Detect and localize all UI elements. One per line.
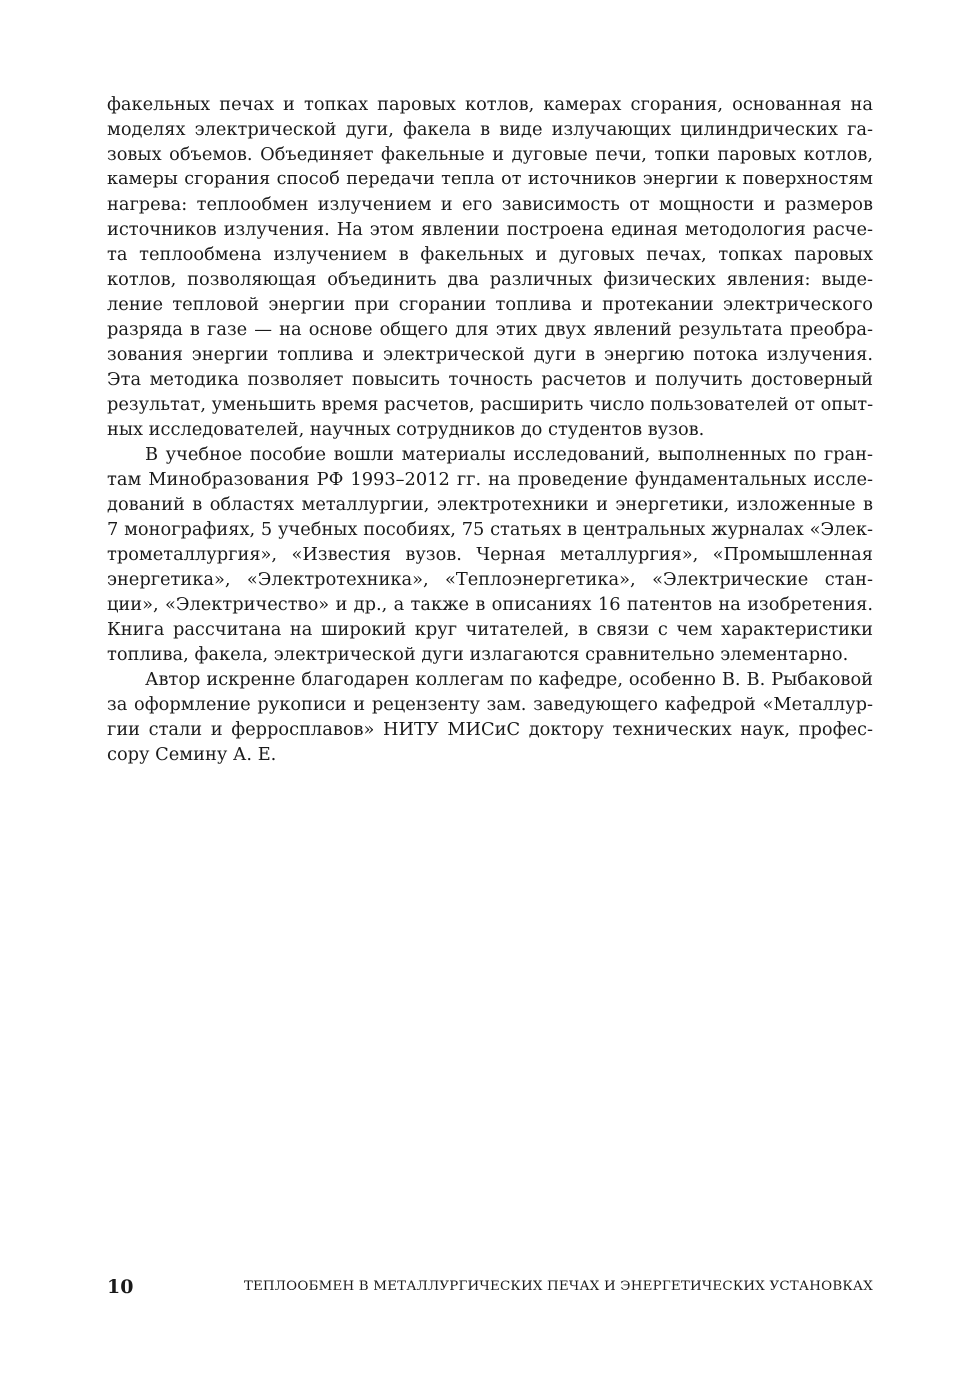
text-line: нагрева: теплообмен излучением и его зависимость от мощности и размеров — [107, 194, 873, 215]
text-line: там Минобразования РФ 1993–2012 гг. на проведение фундаментальных иссле- — [107, 469, 873, 490]
text-line: ции», «Электричество» и др., а также в описаниях 16 патентов на изобретения. — [107, 594, 873, 615]
text-line: Книга рассчитана на широкий круг читателей, в связи с чем характеристики — [107, 619, 873, 640]
text-line: трометаллургия», «Известия вузов. Черная металлургия», «Промышленная — [107, 544, 873, 565]
text-line: камеры сгорания способ передачи тепла от источников энергии к поверхностям — [107, 169, 873, 189]
text-line: сору Семину А. Е. — [107, 744, 277, 765]
text-line: ление тепловой энергии при сгорании топлива и протекании электрического — [107, 294, 873, 315]
text-line: Автор искренне благодарен коллегам по кафедре, особенно В. В. Рыбаковой — [145, 669, 873, 690]
running-title: ТЕПЛООБМЕН В МЕТАЛЛУРГИЧЕСКИХ ПЕЧАХ И ЭНЕРГЕТИЧЕСКИХ УСТАНОВКАХ — [243, 1279, 873, 1294]
text-line: Эта методика позволяет повысить точность расчетов и получить достоверный — [107, 369, 873, 390]
text-line: В учебное пособие вошли материалы исследований, выполненных по гран- — [145, 444, 873, 465]
text-line: зования энергии топлива и электрической дуги в энергию потока излучения. — [107, 344, 873, 365]
text-line: дований в областях металлургии, электротехники и энергетики, изложенные в — [107, 494, 873, 515]
body-text — [107, 92, 873, 767]
paragraph-3 — [107, 667, 873, 767]
text-line: результат, уменьшить время расчетов, расширить число пользователей от опыт- — [107, 394, 874, 415]
text-line: ных исследователей, научных сотрудников до студентов вузов. — [107, 419, 705, 440]
text-line: топлива, факела, электрической дуги излагаются сравнительно элементарно. — [107, 644, 849, 665]
text-line: та теплообмена излучением в факельных и дуговых печах, топках паровых — [107, 244, 873, 265]
text-line: гии стали и ферросплавов» НИТУ МИСиС доктору технических наук, профес- — [107, 719, 873, 740]
text-line: за оформление рукописи и рецензенту зам. заведующего кафедрой «Металлур- — [107, 694, 873, 715]
text-line: моделях электрической дуги, факела в виде излучающих цилиндрических га- — [107, 119, 873, 140]
text-line: источников излучения. На этом явлении построена единая методология расче- — [107, 219, 873, 240]
text-line: 7 монографиях, 5 учебных пособиях, 75 статьях в центральных журналах «Элек- — [107, 519, 873, 540]
paragraph-2 — [107, 442, 873, 667]
paragraph-1 — [107, 92, 873, 442]
page-footer — [107, 1272, 873, 1302]
text-line: зовых объемов. Объединяет факельные и дуговые печи, топки паровых котлов, — [107, 144, 873, 165]
text-line: энергетика», «Электротехника», «Теплоэнергетика», «Электрические стан- — [107, 569, 873, 590]
text-line: котлов, позволяющая объединить два различных физических явления: выде- — [107, 269, 873, 290]
text-line: факельных печах и топках паровых котлов, камерах сгорания, основанная на — [107, 94, 873, 115]
text-line: разряда в газе — на основе общего для этих двух явлений результата преобра- — [107, 319, 873, 340]
page-number: 10 — [107, 1276, 134, 1298]
